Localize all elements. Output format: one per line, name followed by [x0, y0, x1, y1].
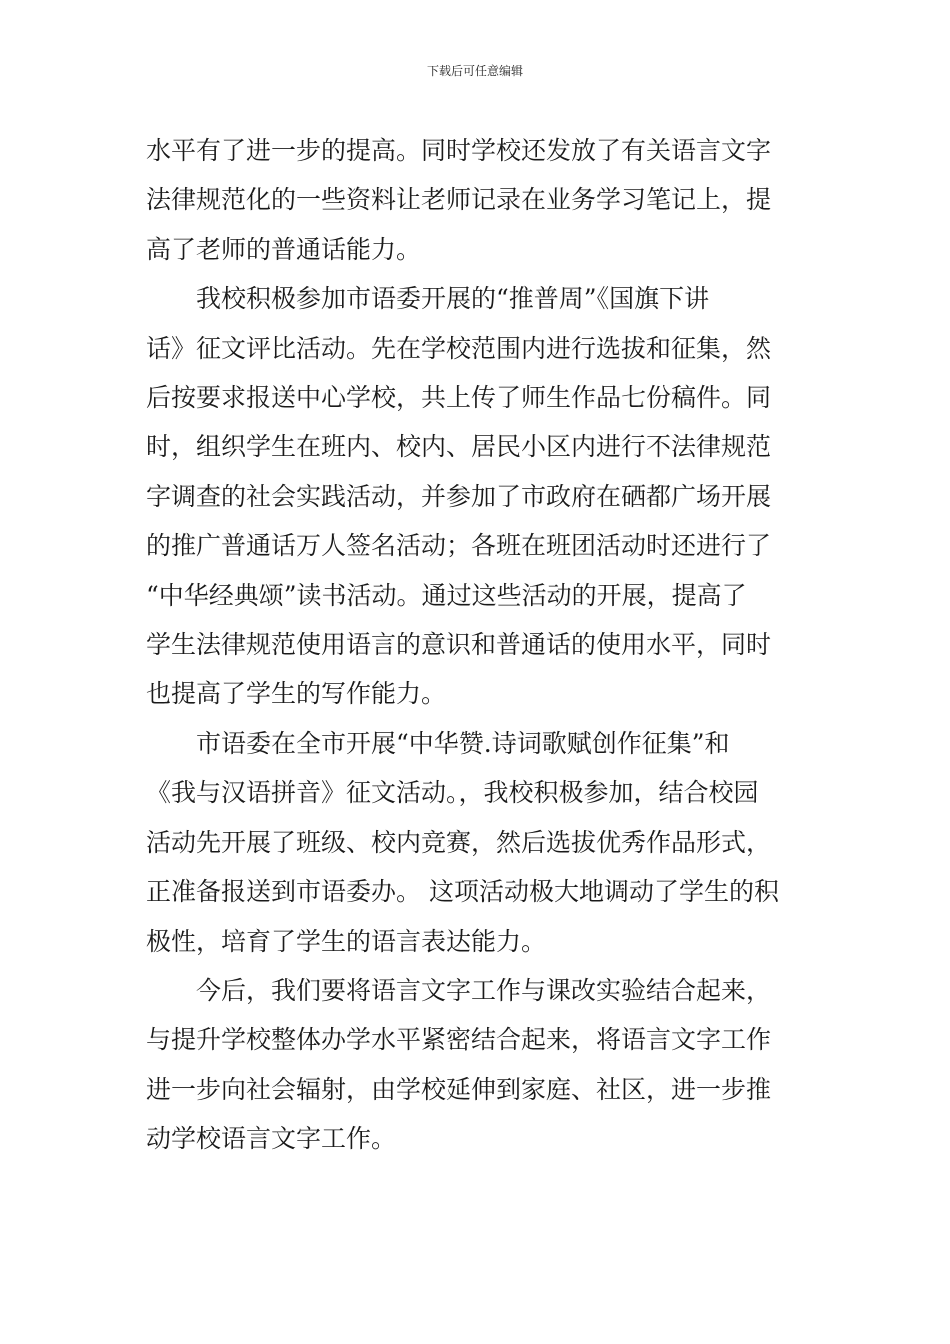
paragraph-promotion-week: 我校积极参加市语委开展的“推普周”《国旗下讲 话》征文评比活动。先在学校范围内进行选拔和征集，然 后按要求报送中心学校，共上传了师生作品七份稿件。同 时，组织学生在班内、校内、居民小区内进行不法律规范 字调查的社会实践活动，并参加了市政府在硒都广场开展 的推广普通话万人签名活动；各班在班团活动时还进行了 “中华经典颂”读书活动。通过这些活动的开展，提高了 学生法律规范使用语言的意识和普通话的使用水平，同时 也提高了学生的写作能力。 — [146, 284, 772, 709]
document-body — [146, 126, 806, 1164]
page-header: 下载后可任意编辑 — [426, 64, 523, 78]
paragraph-poetry-contest: 市语委在全市开展“中华赞.诗词歌赋创作征集”和 《我与汉语拼音》征文活动。，我校积极参加，结合校园 活动先开展了班级、校内竞赛，然后选拔优秀作品形式， 正准备报送到市语委办。 这项活动极大地调动了学生的积 极性，培育了学生的语言表达能力。 — [146, 728, 779, 956]
paragraph-continuation: 水平有了进一步的提高。同时学校还发放了有关语言文字 法律规范化的一些资料让老师记录在业务学习笔记上，提 高了老师的普通话能力。 — [146, 136, 772, 264]
paragraph-future-plans: 今后，我们要将语言文字工作与课改实验结合起来， 与提升学校整体办学水平紧密结合起来，将语言文字工作 进一步向社会辐射，由学校延伸到家庭、社区，进一步推 动学校语言文字工作。 — [146, 975, 772, 1154]
